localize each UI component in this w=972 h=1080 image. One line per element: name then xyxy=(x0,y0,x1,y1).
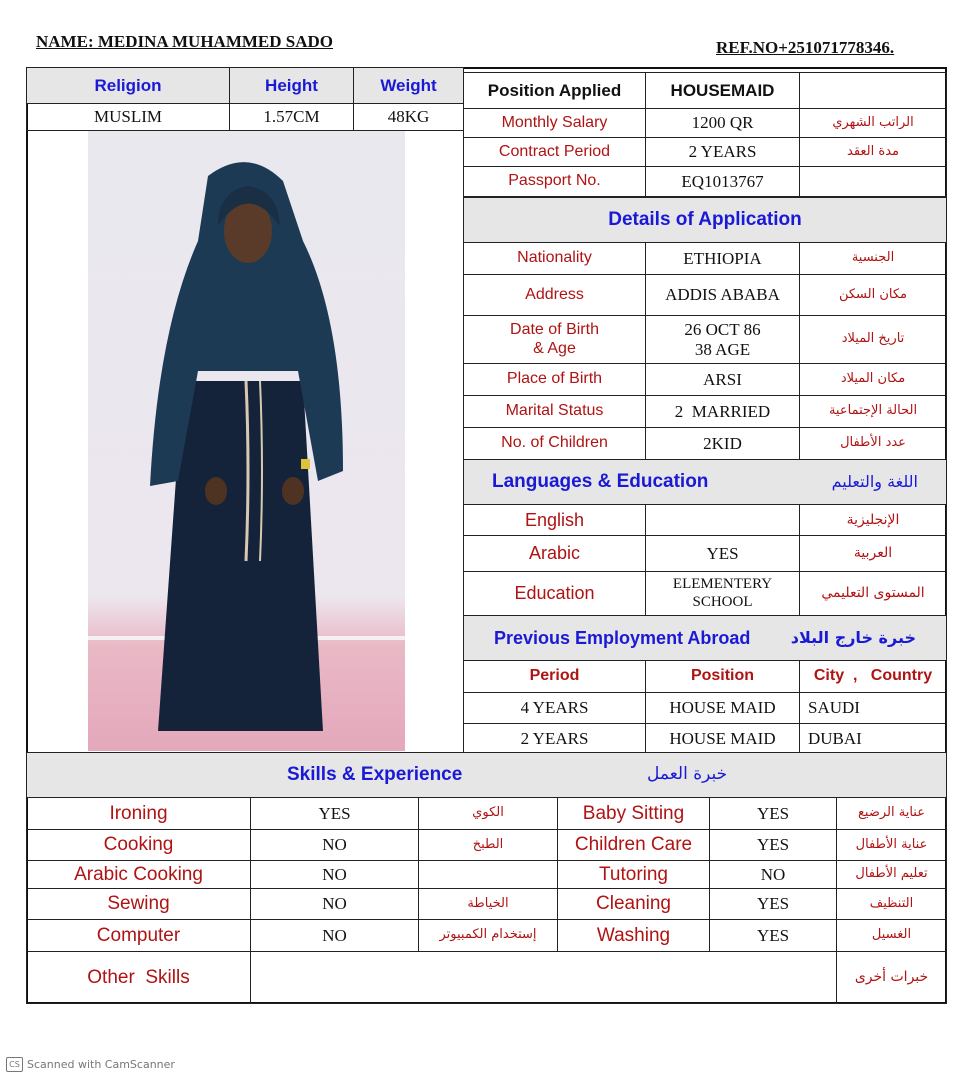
language-row-arabic: الإنجليزية xyxy=(799,504,947,536)
applicant-name: NAME: MEDINA MUHAMMED SADO xyxy=(36,32,334,51)
skill-left-value: YES xyxy=(250,797,419,830)
skill-left-arabic: الطبخ xyxy=(418,829,558,861)
height-value: 1.57CM xyxy=(229,103,354,131)
details-row-arabic: مكان الميلاد xyxy=(799,363,947,396)
details-row-arabic: الجنسية xyxy=(799,242,947,275)
skill-left-arabic: إستخدام الكمبيوتر xyxy=(418,919,558,952)
employment-title: Previous Employment Abroad xyxy=(494,627,751,648)
job-row-value: 1200 QR xyxy=(645,108,800,138)
details-title: Details of Application xyxy=(463,197,947,243)
employment-row-position: HOUSE MAID xyxy=(645,692,800,724)
skill-right-value: YES xyxy=(709,919,837,952)
skill-right-label: Baby Sitting xyxy=(557,797,710,830)
skill-right-label: Tutoring xyxy=(557,860,710,889)
languages-title-ar: اللغة والتعليم xyxy=(831,471,918,491)
details-row-value: 2KID xyxy=(645,427,800,460)
skill-right-value: YES xyxy=(709,829,837,861)
employment-col-city: City , Country xyxy=(799,660,947,693)
details-row-label: Address xyxy=(463,274,646,316)
employment-col-period: Period xyxy=(463,660,646,693)
language-row-label: English xyxy=(463,504,646,536)
skill-right-arabic: عناية الرضيع xyxy=(836,797,947,830)
job-row-value: 2 YEARS xyxy=(645,137,800,167)
employment-row-position: HOUSE MAID xyxy=(645,723,800,755)
job-row-label: Contract Period xyxy=(463,137,646,167)
weight-header: Weight xyxy=(353,67,464,104)
details-row-arabic: مكان السكن xyxy=(799,274,947,316)
skill-right-value: YES xyxy=(709,797,837,830)
skill-right-arabic: الغسيل xyxy=(836,919,947,952)
skill-right-label: Washing xyxy=(557,919,710,952)
skills-title-ar: خبرة العمل xyxy=(647,764,728,785)
religion-header: Religion xyxy=(26,67,230,104)
language-row-label: Education xyxy=(463,571,646,616)
skill-right-label: Children Care xyxy=(557,829,710,861)
details-row-label: Nationality xyxy=(463,242,646,275)
skill-left-arabic: الخياطة xyxy=(418,888,558,920)
job-row-arabic: مدة العقد xyxy=(799,137,947,167)
language-row-label: Arabic xyxy=(463,535,646,572)
skill-left-label: Arabic Cooking xyxy=(26,860,251,889)
skill-right-arabic: التنظيف xyxy=(836,888,947,920)
job-row-label: Monthly Salary xyxy=(463,108,646,138)
skills-title: Skills & Experience xyxy=(287,764,463,786)
details-row-label: Date of Birth & Age xyxy=(463,315,646,364)
skill-right-label: Cleaning xyxy=(557,888,710,920)
skill-left-value: NO xyxy=(250,888,419,920)
photo-illustration xyxy=(88,131,405,751)
skill-left-label: Computer xyxy=(26,919,251,952)
job-row-arabic xyxy=(799,166,947,197)
employment-row-country: DUBAI xyxy=(799,723,947,755)
languages-title: Languages & Education xyxy=(492,471,709,493)
height-header: Height xyxy=(229,67,354,104)
camscanner-text: Scanned with CamScanner xyxy=(27,1058,175,1071)
employment-col-position: Position xyxy=(645,660,800,693)
skills-header xyxy=(26,752,947,798)
skill-left-arabic: الكوي xyxy=(418,797,558,830)
skill-left-value: NO xyxy=(250,829,419,861)
details-row-value: ARSI xyxy=(645,363,800,396)
employment-row-country: SAUDI xyxy=(799,692,947,724)
skill-left-value: NO xyxy=(250,919,419,952)
religion-value: MUSLIM xyxy=(26,103,230,131)
details-row-value: 26 OCT 86 38 AGE xyxy=(645,315,800,364)
languages-header xyxy=(463,459,947,505)
skill-right-arabic: تعليم الأطفال xyxy=(836,860,947,889)
other-skills-label: Other Skills xyxy=(26,951,251,1004)
position-label: Position Applied xyxy=(463,72,646,109)
job-row-label: Passport No. xyxy=(463,166,646,197)
reference-number: REF.NO+251071778346. xyxy=(716,38,895,57)
employment-row-period: 4 YEARS xyxy=(463,692,646,724)
employment-header xyxy=(463,615,947,661)
camscanner-icon: CS xyxy=(6,1057,23,1072)
job-row-value: EQ1013767 xyxy=(645,166,800,197)
applicant-photo xyxy=(88,131,405,751)
details-row-label: Marital Status xyxy=(463,395,646,428)
skill-right-value: NO xyxy=(709,860,837,889)
details-row-value: ADDIS ABABA xyxy=(645,274,800,316)
skill-left-value: NO xyxy=(250,860,419,889)
skill-right-value: YES xyxy=(709,888,837,920)
details-row-arabic: تاريخ الميلاد xyxy=(799,315,947,364)
other-skills-value xyxy=(250,951,837,1004)
language-row-value xyxy=(645,504,800,536)
details-row-value: 2 MARRIED xyxy=(645,395,800,428)
skill-left-arabic xyxy=(418,860,558,889)
camscanner-footer xyxy=(6,1057,175,1072)
language-row-arabic: المستوى التعليمي xyxy=(799,571,947,616)
other-skills-ar: خبرات أخرى xyxy=(836,951,947,1004)
job-row-arabic: الراتب الشهري xyxy=(799,108,947,138)
details-row-label: Place of Birth xyxy=(463,363,646,396)
skill-left-label: Sewing xyxy=(26,888,251,920)
language-row-arabic: العربية xyxy=(799,535,947,572)
language-row-value: YES xyxy=(645,535,800,572)
skill-left-label: Ironing xyxy=(26,797,251,830)
skill-left-label: Cooking xyxy=(26,829,251,861)
details-row-label: No. of Children xyxy=(463,427,646,460)
language-row-value: ELEMENTERY SCHOOL xyxy=(645,571,800,616)
skill-right-arabic: عناية الأطفال xyxy=(836,829,947,861)
position-blank xyxy=(799,72,947,109)
employment-title-ar: خبرة خارج البلاد xyxy=(790,627,916,647)
details-row-arabic: الحالة الإجتماعية xyxy=(799,395,947,428)
details-row-value: ETHIOPIA xyxy=(645,242,800,275)
weight-value: 48KG xyxy=(353,103,464,131)
employment-row-period: 2 YEARS xyxy=(463,723,646,755)
position-value: HOUSEMAID xyxy=(645,72,800,109)
details-row-arabic: عدد الأطفال xyxy=(799,427,947,460)
